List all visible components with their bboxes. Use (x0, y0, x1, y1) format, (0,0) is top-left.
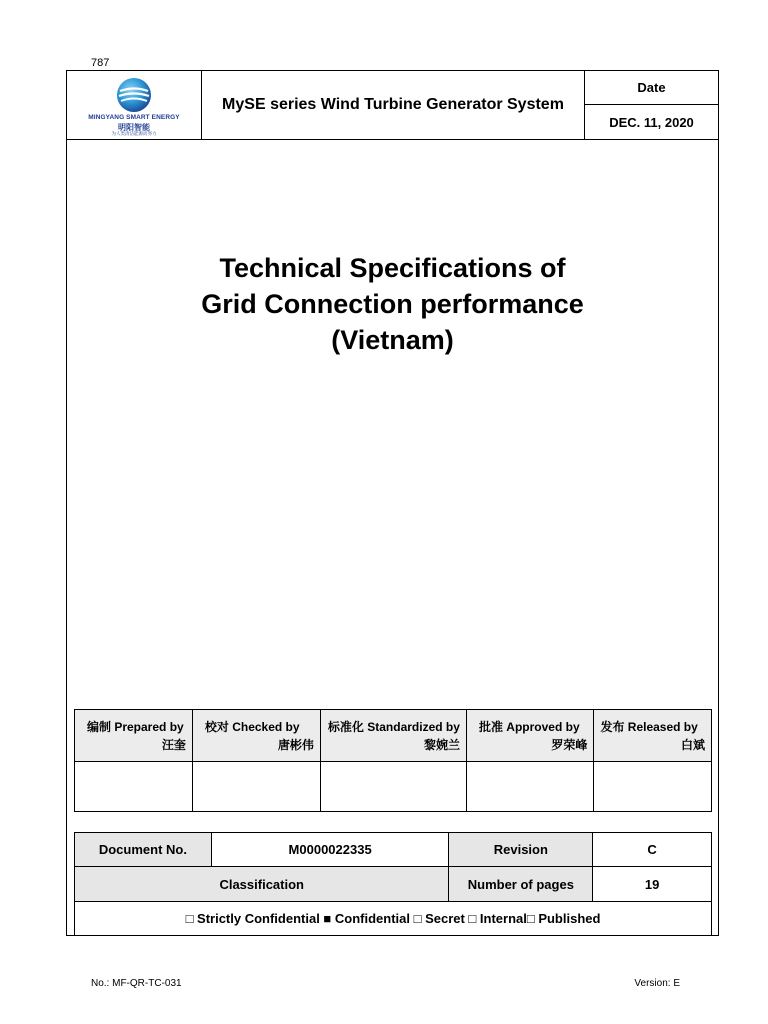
date-label: Date (585, 70, 719, 105)
signature-name: 罗荣峰 (551, 738, 588, 752)
classification-label: Classification (75, 867, 449, 902)
header-title: MySE series Wind Turbine Generator System (201, 70, 585, 140)
version: Version: E (634, 978, 680, 989)
document-info-table (74, 832, 712, 936)
signature-blank-cell (466, 762, 593, 812)
signature-role: 标准化 Standardized by (327, 720, 460, 734)
company-logo-icon (114, 75, 154, 115)
signature-header-row (75, 710, 712, 762)
signature-blank-cell (594, 762, 712, 812)
signature-cell-approved (466, 710, 593, 762)
classification-options: □ Strictly Confidential ■ Confidential □ Secret □ Internal□ Published (75, 902, 712, 936)
signature-role: 批准 Approved by (478, 720, 580, 734)
logo-company-en: MINGYANG SMART ENERGY (88, 114, 180, 121)
signature-role: 校对 Checked by (204, 720, 300, 734)
document-no-label: Document No. (75, 833, 212, 867)
info-row-options (75, 902, 712, 936)
signature-name: 黎婉兰 (423, 738, 460, 752)
signature-cell-standardized (320, 710, 466, 762)
signature-role: 编制 Prepared by (87, 720, 184, 734)
signature-cell-prepared (75, 710, 193, 762)
info-row-classification (75, 867, 712, 902)
form-number: No.: MF-QR-TC-031 (91, 978, 182, 989)
document-no-value: M0000022335 (211, 833, 449, 867)
signature-blank-cell (192, 762, 320, 812)
document-title-line-2: Grid Connection performance (201, 289, 584, 319)
signature-cell-released (594, 710, 712, 762)
signature-name: 唐彬伟 (277, 738, 314, 752)
signature-role: 发布 Released by (600, 720, 698, 734)
document-title-line-3: (Vietnam) (331, 325, 454, 355)
pages-label: Number of pages (449, 867, 593, 902)
pages-value: 19 (593, 867, 712, 902)
date-value: DEC. 11, 2020 (585, 104, 719, 140)
page-number: 787 (91, 57, 110, 69)
signature-blank-cell (75, 762, 193, 812)
logo-company-cn: 明阳智能 (118, 123, 150, 132)
signature-blank-cell (320, 762, 466, 812)
signature-blank-row (75, 762, 712, 812)
signature-cell-checked (192, 710, 320, 762)
document-title (90, 250, 695, 358)
logo-tagline: 为人类清洁能源而努力 (111, 131, 157, 136)
revision-value: C (593, 833, 712, 867)
revision-label: Revision (449, 833, 593, 867)
signature-name: 汪奎 (161, 738, 186, 752)
signature-table (74, 709, 712, 812)
signature-name: 白斌 (680, 738, 705, 752)
info-row-document (75, 833, 712, 867)
document-title-line-1: Technical Specifications of (219, 253, 566, 283)
